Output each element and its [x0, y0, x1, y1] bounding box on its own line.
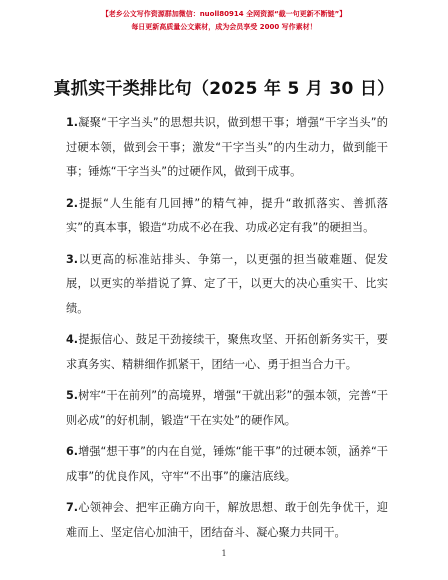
paragraph-6 [66, 440, 388, 489]
paragraph-3 [66, 248, 388, 322]
paragraph-text: 增强“想干事”的内在自觉，锤炼“能干事”的过硬本领，涵养“干成事”的优良作风，守牢“不出事”的廉洁底线。 [66, 445, 388, 483]
paragraph-2 [66, 192, 388, 241]
paragraph-number: 6. [66, 445, 79, 458]
promo-banner [0, 8, 448, 34]
paragraph-number: 5. [66, 389, 79, 402]
banner-line-1: 【老乡公文写作资源群加微信：nuoll80914 全网资源“截一句更新不断链”】 [101, 10, 347, 18]
paragraph-4 [66, 328, 388, 377]
paragraph-text: 心领神会、把牢正确方向干，解放思想、敢于创先争优干，迎难而上、坚定信心加油干，团结奋斗、凝心聚力共同干。 [66, 501, 388, 539]
paragraph-5 [66, 384, 388, 433]
paragraph-text: 树牢“干在前列”的高境界，增强“干就出彩”的强本领，完善“干则必成”的好机制，锻造“干在实处”的硬作风。 [66, 389, 388, 427]
document-title: 真抓实干类排比句（2025 年 5 月 30 日） [53, 79, 395, 99]
paragraph-text: 提振“人生能有几回搏”的精气神，提升“敢抓落实、善抓落实”的真本事，锻造“功成不必在我、功成必定有我”的硬担当。 [66, 196, 388, 234]
paragraph-7 [66, 496, 388, 545]
page-number: 1 [221, 549, 227, 558]
paragraph-number: 2. [66, 196, 79, 210]
paragraph-number: 4. [66, 333, 79, 346]
document-body [66, 111, 388, 552]
paragraph-text: 以更高的标准站排头、争第一，以更强的担当破难题、促发展，以更实的举措说了算、定了干，以更大的决心重实干、比实绩。 [66, 252, 388, 315]
paragraph-text: 凝聚“干字当头”的思想共识，做到想干事；增强“干字当头”的过硬本领，做到会干事；激发“干字当头”的内生动力，做到能干事；锤炼“干字当头”的过硬作风，做到干成事。 [66, 116, 388, 178]
paragraph-text: 提振信心、鼓足干劲接续干，聚焦攻坚、开拓创新务实干，要求真务实、精耕细作抓紧干，团结一心、勇于担当合力干。 [66, 333, 388, 371]
paragraph-number: 7. [66, 501, 79, 514]
paragraph-1 [66, 111, 388, 185]
paragraph-number: 3. [66, 252, 79, 266]
banner-line-2: 每日更新高质量公文素材，成为会员享受 2000 写作素材！ [131, 23, 317, 31]
paragraph-number: 1. [66, 116, 79, 129]
